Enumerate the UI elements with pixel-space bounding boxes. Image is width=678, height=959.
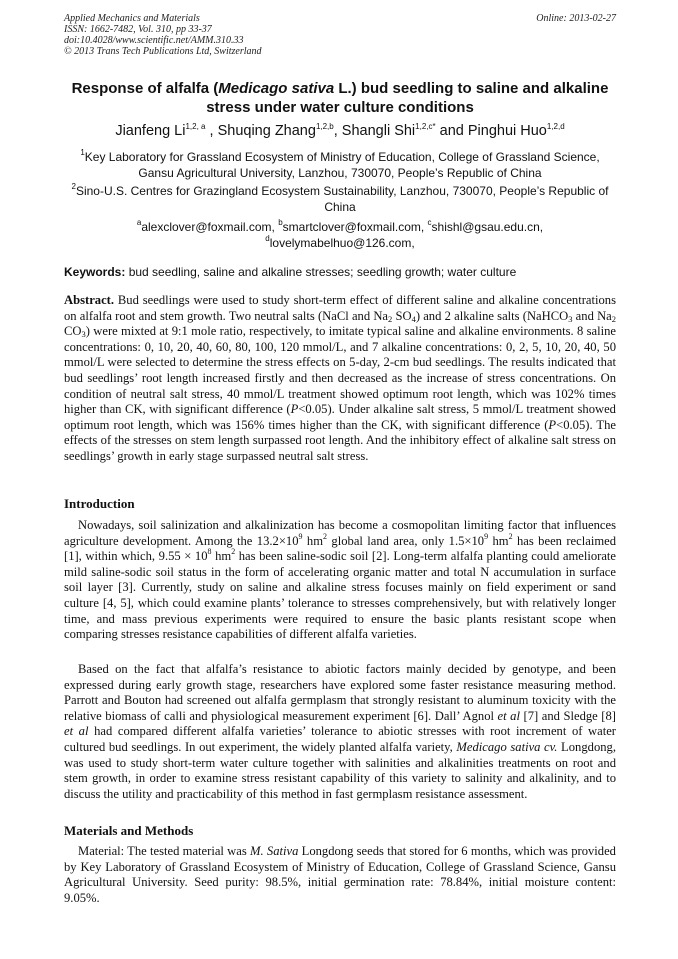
email-mark: d xyxy=(265,234,270,243)
body-text: Longdong, was used to study short-term water culture together with salinities and alkalinities treatments on root and stem growth, in order to examine stress resistant capability of this variety to salinity and alkalinity, and to discuss the utility and practicability of this method in fast germplasm resistance assessment. xyxy=(64,739,616,801)
author-name: Pinghui Huo xyxy=(467,123,547,139)
keywords-label: Keywords: xyxy=(64,265,126,279)
title-species: Medicago sativa xyxy=(218,80,335,97)
body-text: has been saline-sodic soil [2]. Long-term alfalfa planting could ameliorate mild saline-sodic soil status in the form of accelerating organic matter and total N accumulation in surface soil layer [3]. Currently, study on saline and alkaline stress focuses mainly on field experiment or sand culture [4, 5], which could examine plants’ tolerance to stresses comprehensively, but with relatively longer time, and mass previous experiments were required to ensure the basic plants resistant scope when comparing stresses resistance capabilities of different alfalfa varieties. xyxy=(64,549,616,642)
email-link[interactable]: lovelymabelhuo@126.com, xyxy=(269,236,415,250)
author-separator: and xyxy=(435,123,468,139)
subscript: 3 xyxy=(568,313,573,324)
subscript: 3 xyxy=(81,329,86,340)
body-text: Nowadays, soil salinization and alkalinization has become a cosmopolitan limiting factor that influences agriculture development. Among the 13.2×10 xyxy=(64,518,616,548)
body-text: has been reclaimed [1], within which, 9.55 × 10 xyxy=(64,533,616,564)
abstract-text: SO xyxy=(392,308,412,323)
author-name: Shuqing Zhang xyxy=(217,123,316,139)
abstract-text: CO xyxy=(64,324,82,339)
keywords xyxy=(64,264,616,280)
abstract xyxy=(64,293,616,465)
affiliation-2 xyxy=(64,183,616,215)
title-part-1: Response of alfalfa ( xyxy=(71,80,219,97)
author-affiliation-mark: 1,2, a xyxy=(185,122,206,131)
online-date: Online: 2013-02-27 xyxy=(536,13,616,24)
author-name: Jianfeng Li xyxy=(115,123,186,139)
species-name: M. Sativa xyxy=(250,844,299,858)
superscript: 2 xyxy=(323,531,328,541)
title-part-2: L.) bud seedling to saline and alkaline stress under water culture conditions xyxy=(206,80,609,116)
abstract-text: and Na xyxy=(572,308,612,323)
methods-heading: Materials and Methods xyxy=(64,823,194,838)
affiliation-mark: 1 xyxy=(80,148,85,157)
author-list xyxy=(64,122,616,140)
abstract-text: ) were mixted at 9:1 mole ratio, respectively, to imitate typical saline and alkaline environments. 8 saline concentrations: 0, 10, 20, 40, 60, 80, 100, 120 mmol/L, and 7 alkaline concentrations: 0, 2, 5, 10, 20, 40, 50 mmol/L were selected to determine the stress effects on 5-day, 2-cm bud seedlings. The results indicated that bud seedlings’ root length increased firstly and then decreased as the increase of stress concentrations. On condition of neutral salt stress, 40 mmol/L treatment showed optimum root length, which was 102% times higher than CK, with significant difference ( xyxy=(64,324,616,417)
affiliation-mark: 2 xyxy=(71,182,76,191)
author-name: Shangli Shi xyxy=(341,123,416,139)
et-al: et al xyxy=(64,724,89,739)
copyright-line: © 2013 Trans Tech Publications Ltd, Switzerland xyxy=(64,46,262,57)
body-text: [7] and Sledge [8] xyxy=(519,708,616,723)
introduction-paragraph-1 xyxy=(64,518,616,643)
abstract-label: Abstract. xyxy=(64,293,115,307)
author-affiliation-mark: 1,2,b xyxy=(315,122,334,131)
email-mark: a xyxy=(136,218,142,227)
abstract-text: Bud seedlings were used to study short-term effect of different saline and alkaline concentrations on alfalfa root and stem growth. Two neutral salts (NaCl and Na xyxy=(64,293,616,323)
email-mark: c xyxy=(427,218,432,227)
paper-title xyxy=(64,79,616,117)
body-text: Based on the fact that alfalfa’s resistance to abiotic factors mainly decided by genotype, and been expressed during early growth stage, researchers have explored some faster resistance measuring method. Parrott and Bouton had screened out alfalfa germplasm that strongly resistant to aluminum toxicity with the relative biomass of calli and physiological measurement experiment [6]. Dall’ Agnol xyxy=(64,662,616,723)
subscript: 2 xyxy=(388,313,393,324)
abstract-text: <0.05). Under alkaline salt stress, 5 mmol/L treatment showed optimum root length, which was 156% times higher than the CK, with significant difference ( xyxy=(64,402,616,432)
superscript: 2 xyxy=(508,531,513,541)
email-mark: b xyxy=(278,218,283,227)
email-link[interactable]: smartclover@foxmail.com, xyxy=(282,220,428,234)
author-separator: , xyxy=(205,123,218,139)
subscript: 2 xyxy=(611,313,617,324)
body-text: hm xyxy=(302,533,324,548)
journal-name: Applied Mechanics and Materials xyxy=(64,13,200,24)
superscript: 9 xyxy=(484,531,489,541)
subscript: 4 xyxy=(411,313,416,324)
superscript: 8 xyxy=(207,547,212,557)
body-text: hm xyxy=(488,533,509,548)
affiliation-text: Key Laboratory for Grassland Ecosystem of Ministry of Education, College of Grassland Science, Gansu Agricultural University, Lanzhou, 730070, People’s Republic of China xyxy=(84,150,600,180)
email-link[interactable]: alexclover@foxmail.com, xyxy=(141,220,279,234)
superscript: 9 xyxy=(298,531,303,541)
body-text: Material: The tested material was xyxy=(78,844,250,858)
p-value-symbol: P xyxy=(290,402,299,417)
superscript: 2 xyxy=(231,547,236,557)
introduction-paragraph-2 xyxy=(64,662,616,802)
issn-line: ISSN: 1662-7482, Vol. 310, pp 33-37 xyxy=(64,24,212,35)
doi-line: doi:10.4028/www.scientific.net/AMM.310.33 xyxy=(64,35,244,46)
methods-paragraph-1 xyxy=(64,844,616,906)
affiliation-1 xyxy=(64,149,616,181)
body-text: global land area, only 1.5×10 xyxy=(327,533,485,548)
et-al: et al xyxy=(497,708,520,723)
variety-name: Medicago sativa cv. xyxy=(456,739,558,754)
author-separator: , xyxy=(333,123,342,139)
abstract-text: ) and 2 alkaline salts (NaHCO xyxy=(415,308,569,323)
journal-header xyxy=(64,13,616,57)
affiliation-text: Sino-U.S. Centres for Grazingland Ecosystem Sustainability, Lanzhou, 730070, People’s Republic of China xyxy=(75,184,609,214)
keywords-text: bud seedling, saline and alkaline stresses; seedling growth; water culture xyxy=(125,265,517,279)
author-emails xyxy=(64,219,616,251)
introduction-heading: Introduction xyxy=(64,496,135,511)
author-affiliation-mark: 1,2,d xyxy=(546,122,565,131)
email-link[interactable]: shishl@gsau.edu.cn, xyxy=(431,220,544,234)
abstract-text: <0.05). The effects of the stresses on stem length surpassed root length. And the inhibitory effect of alkaline salt stress on seedlings’ growth in early stage surpassed neutral salt stress. xyxy=(64,417,617,463)
body-text: Longdong seeds that stored for 6 months, which was provided by Key Laboratory of Grassland Ecosystem of Ministry of Education, College of Grassland Science, Gansu Agricultural University. Seed purity: 98.5%, initial germination rate: 78.84%, initial moisture content: 9.05%. xyxy=(64,844,616,905)
body-text: hm xyxy=(211,549,232,564)
p-value-symbol: P xyxy=(548,417,557,432)
body-text: had compared different alfalfa varieties’ tolerance to abiotic stresses with root increment of water cultured bud seedlings. In out experiment, the widely planted alfalfa variety, xyxy=(64,724,616,754)
author-affiliation-mark: 1,2,c* xyxy=(415,122,436,131)
